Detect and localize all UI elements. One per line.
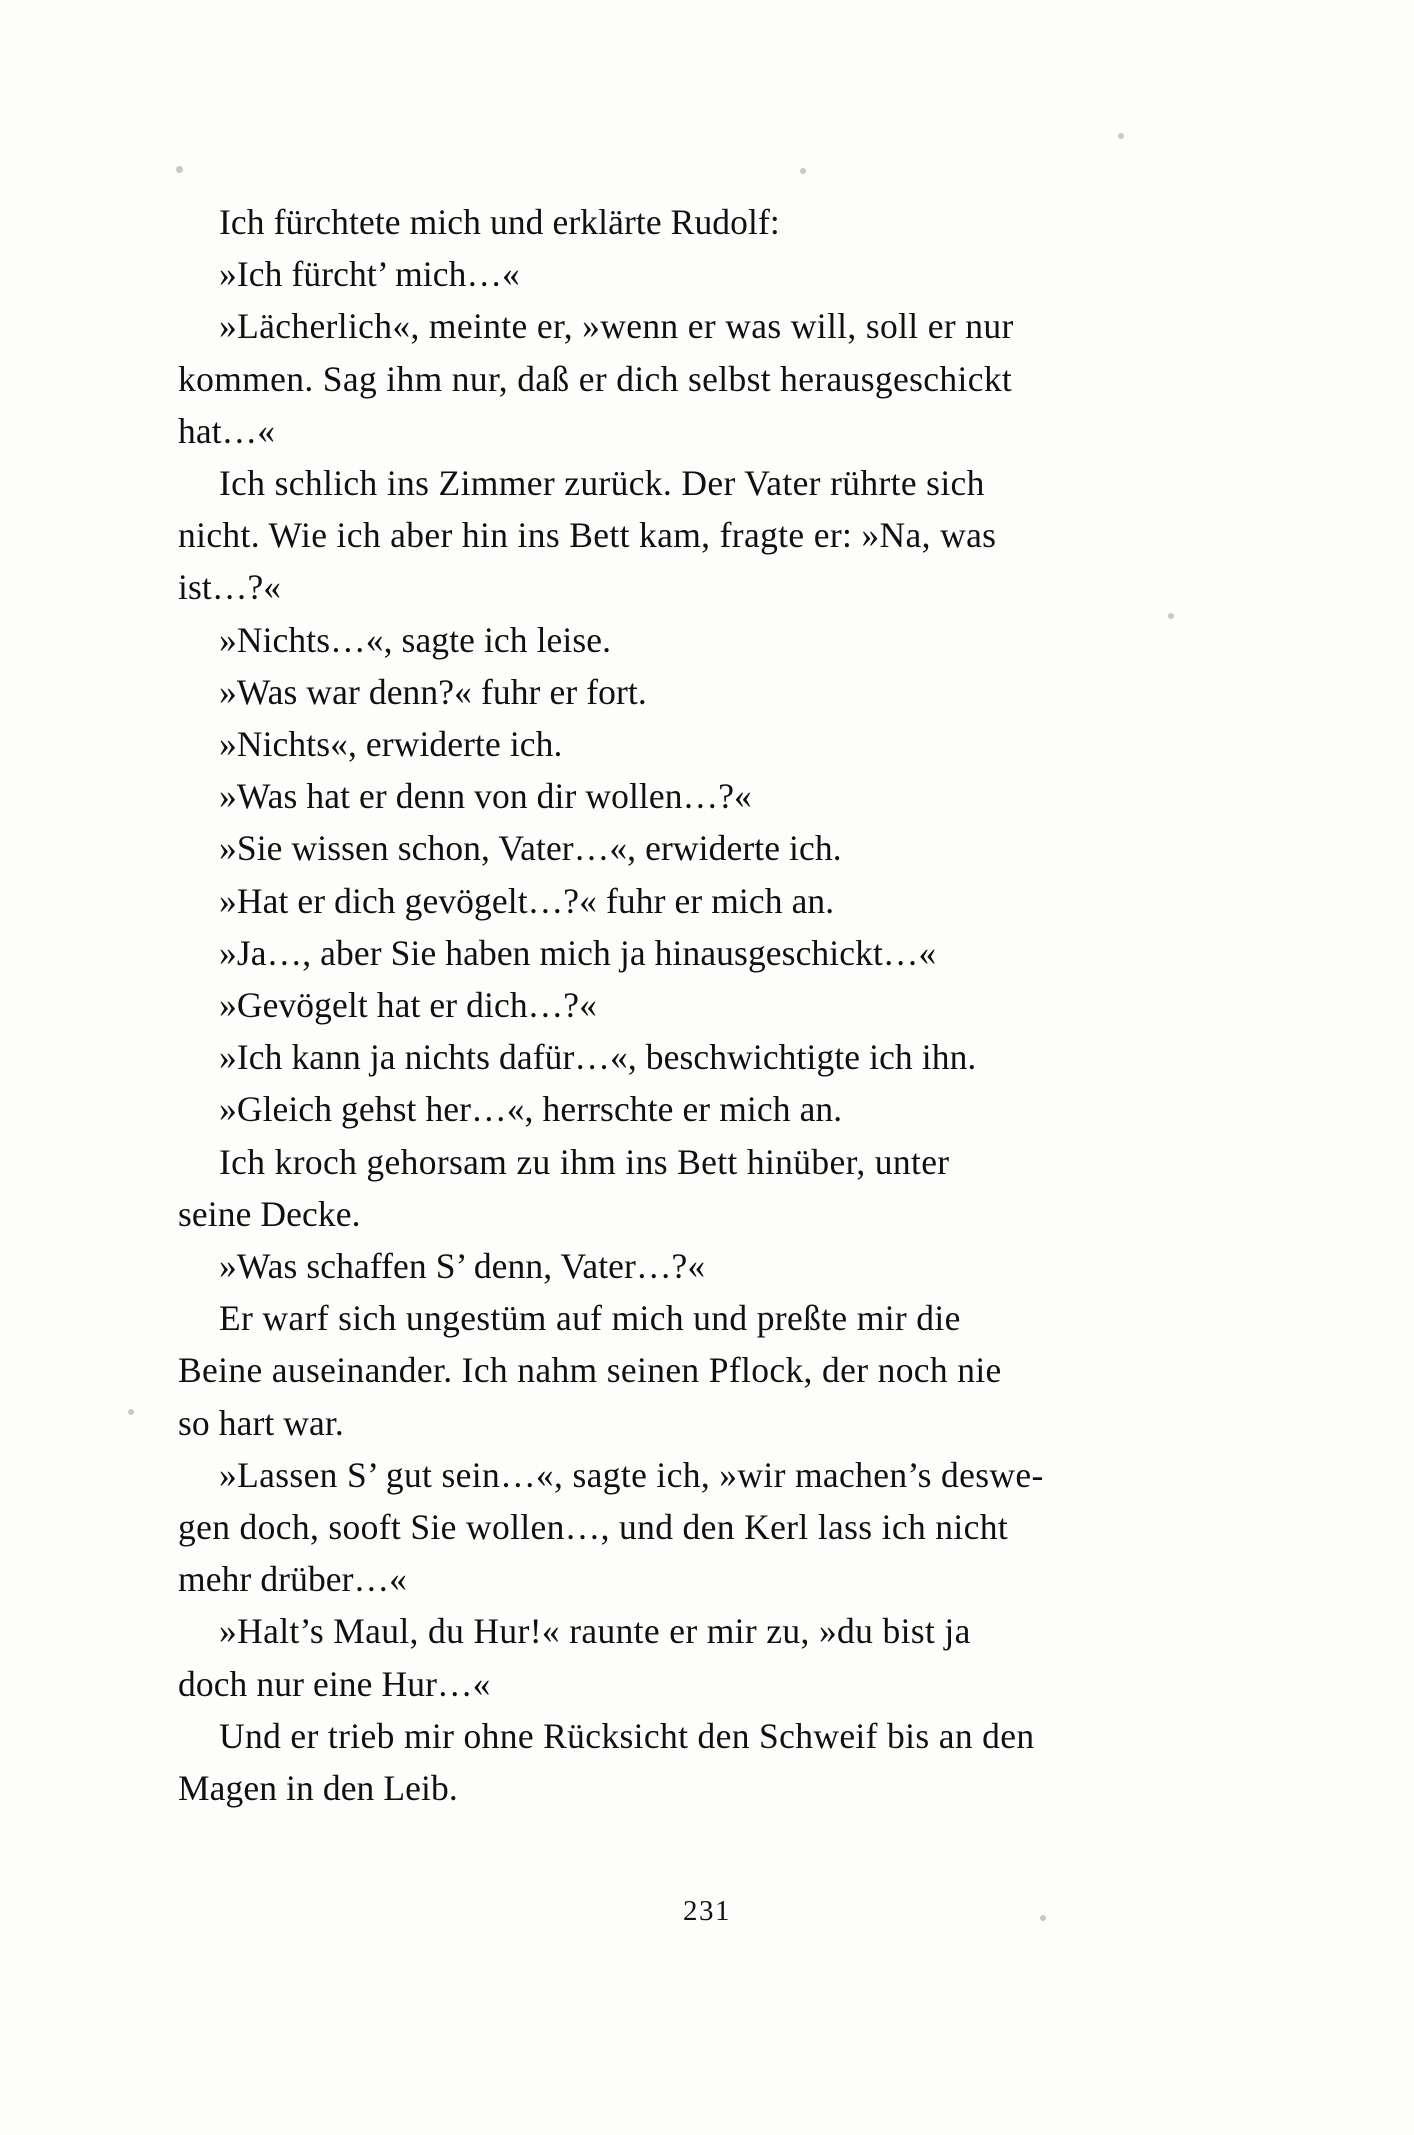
text-line: »Was war denn?« fuhr er fort. bbox=[219, 671, 647, 712]
text-line: Ich schlich ins Zimmer zurück. Der Vater rührte sich bbox=[219, 463, 985, 504]
text-line: »Halt’s Maul, du Hur!« raunte er mir zu, »du bist ja bbox=[219, 1611, 971, 1652]
text-line: Ich fürchtete mich und erklärte Rudolf: bbox=[219, 202, 780, 242]
text-line: gen doch, sooft Sie wollen…, und den Kerl lass ich nicht bbox=[178, 1507, 1009, 1548]
text-line: hat…« bbox=[178, 410, 276, 451]
scan-speck bbox=[176, 166, 183, 173]
scan-speck bbox=[1118, 133, 1124, 139]
text-line: »Lassen S’ gut sein…«, sagte ich, »wir machen’s deswe- bbox=[219, 1454, 1044, 1495]
text-line: kommen. Sag ihm nur, daß er dich selbst herausgeschickt bbox=[178, 358, 1013, 399]
text-line: »Ich fürcht’ mich…« bbox=[219, 254, 520, 295]
text-line: »Nichts…«, sagte ich leise. bbox=[219, 619, 612, 660]
text-line: Und er trieb mir ohne Rücksicht den Schweif bis an den bbox=[219, 1715, 1035, 1756]
text-line: »Lächerlich«, meinte er, »wenn er was will, soll er nur bbox=[219, 306, 1014, 347]
text-line: »Gevögelt hat er dich…?« bbox=[219, 985, 597, 1026]
body-text bbox=[178, 196, 1238, 1814]
text-line: ist…?« bbox=[178, 567, 282, 608]
text-line: Beine auseinander. Ich nahm seinen Pflock, der noch nie bbox=[178, 1350, 1002, 1391]
scan-speck bbox=[800, 168, 806, 174]
text-line: seine Decke. bbox=[178, 1193, 361, 1234]
text-line: Magen in den Leib. bbox=[178, 1768, 458, 1809]
text-line: nicht. Wie ich aber hin ins Bett kam, fragte er: »Na, was bbox=[178, 515, 997, 556]
scan-speck bbox=[128, 1409, 134, 1415]
text-line: »Nichts«, erwiderte ich. bbox=[219, 724, 563, 765]
text-line: »Hat er dich gevögelt…?« fuhr er mich an. bbox=[219, 880, 835, 921]
text-line: Er warf sich ungestüm auf mich und preßte mir die bbox=[219, 1298, 961, 1339]
text-line: Ich kroch gehorsam zu ihm ins Bett hinüber, unter bbox=[219, 1141, 950, 1182]
text-line: »Sie wissen schon, Vater…«, erwiderte ich. bbox=[219, 828, 842, 869]
page-number: 231 bbox=[683, 1895, 731, 1927]
text-line: »Was schaffen S’ denn, Vater…?« bbox=[219, 1246, 706, 1287]
text-line: »Gleich gehst her…«, herrschte er mich an. bbox=[219, 1089, 843, 1130]
text-line: »Ja…, aber Sie haben mich ja hinausgeschickt…« bbox=[219, 932, 937, 973]
text-line: »Was hat er denn von dir wollen…?« bbox=[219, 776, 752, 817]
text-line: mehr drüber…« bbox=[178, 1559, 408, 1600]
text-line: »Ich kann ja nichts dafür…«, beschwichtigte ich ihn. bbox=[219, 1037, 977, 1078]
text-line: so hart war. bbox=[178, 1402, 344, 1443]
text-line: doch nur eine Hur…« bbox=[178, 1663, 491, 1704]
